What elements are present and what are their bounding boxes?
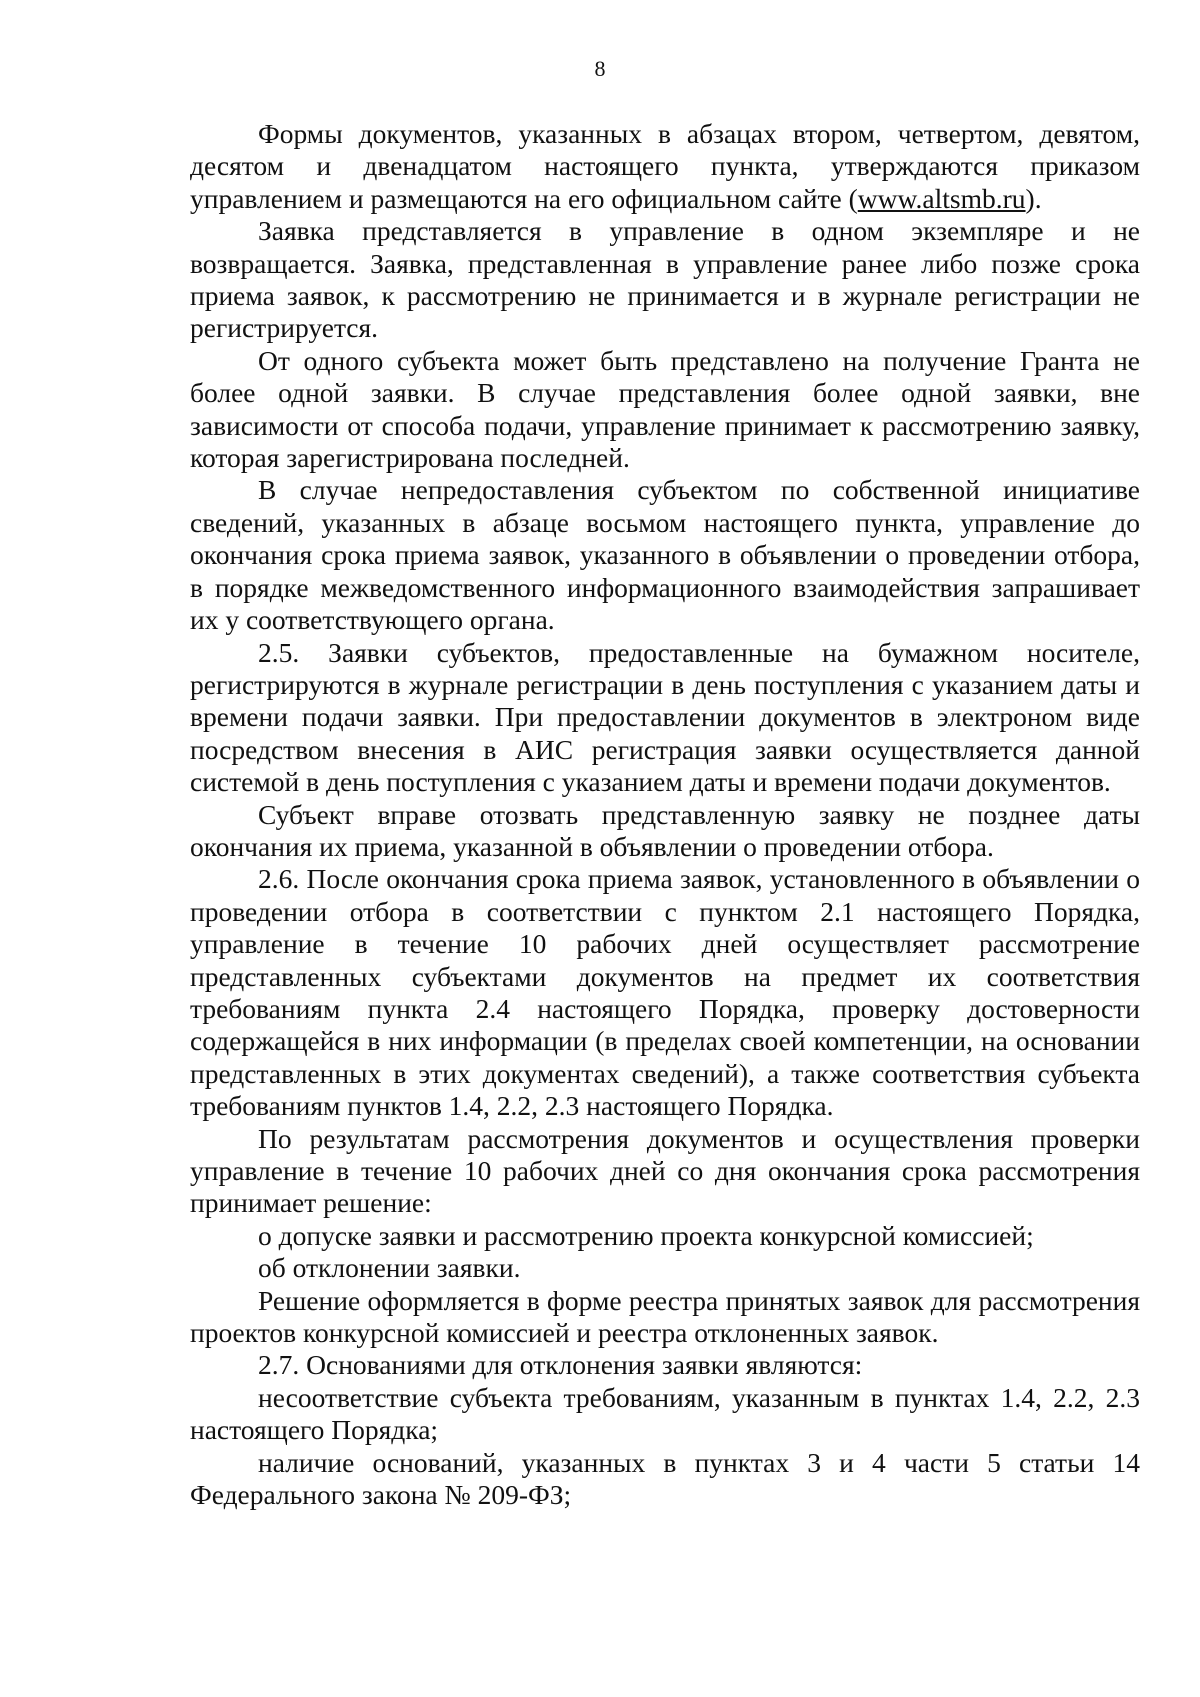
paragraph: По результатам рассмотрения документов и осуществления проверки управление в течение 10 рабочих дней со дня окончания срока рассмотрения принимает решение: <box>190 1122 1140 1219</box>
document-body <box>190 118 1140 1511</box>
paragraph-text: ). <box>1025 182 1042 214</box>
list-item: наличие оснований, указанных в пунктах 3 и 4 части 5 статьи 14 Федерального закона № 209-ФЗ; <box>190 1446 1140 1511</box>
list-item: несоответствие субъекта требованиям, указанным в пунктах 1.4, 2.2, 2.3 настоящего Порядка; <box>190 1381 1140 1446</box>
paragraph: От одного субъекта может быть представлено на получение Гранта не более одной заявки. В случае представления более одной заявки, вне зависимости от способа подачи, управление принимает к рассмотрению заявку, которая зарегистрирована последней. <box>190 344 1140 474</box>
paragraph: Решение оформляется в форме реестра принятых заявок для рассмотрения проектов конкурсной комиссией и реестра отклоненных заявок. <box>190 1284 1140 1349</box>
paragraph-2-7: 2.7. Основаниями для отклонения заявки являются: <box>258 1349 863 1381</box>
website-link[interactable]: www.altsmb.ru <box>857 182 1026 214</box>
paragraph-2-6: 2.6. После окончания срока приема заявок, установленного в объявлении о проведении отбора в соответствии с пунктом 2.1 настоящего Порядка, управление в течение 10 рабочих дней осуществляет рассмотрение представленных субъектами документов на предмет их соответствия требованиям пункта 2.4 настоящего Порядка, проверку достоверности содержащейся в них информации (в пределах своей компетенции, на основании представленных в этих документах сведений), а также соответствия субъекта требованиям пунктов 1.4, 2.2, 2.3 настоящего Порядка. <box>190 863 1140 1122</box>
paragraph-text: Формы документов, указанных в абзацах втором, четвертом, девятом, десятом и двенадцатом настоящего пункта, утверждаются приказом управлением и размещаются на его официальном сайте ( <box>190 118 1140 214</box>
paragraph: В случае непредоставления субъектом по собственной инициативе сведений, указанных в абзаце восьмом настоящего пункта, управление до окончания срока приема заявок, указанного в объявлении о проведении отбора, в порядке межведомственного информационного взаимодействия запрашивает их у соответствующего органа. <box>190 474 1140 636</box>
paragraph: Заявка представляется в управление в одном экземпляре и не возвращается. Заявка, представленная в управление ранее либо позже срока приема заявок, к рассмотрению не принимается и в журнале регистрации не регистрируется. <box>190 215 1140 344</box>
list-item: о допуске заявки и рассмотрению проекта конкурсной комиссией; <box>258 1219 1034 1251</box>
page-number: 8 <box>594 56 606 81</box>
paragraph-forms <box>190 118 1140 215</box>
list-item: об отклонении заявки. <box>258 1252 521 1284</box>
paragraph: Субъект вправе отозвать представленную заявку не позднее даты окончания их приема, указанной в объявлении о проведении отбора. <box>190 798 1140 862</box>
paragraph-2-5: 2.5. Заявки субъектов, предоставленные на бумажном носителе, регистрируются в журнале регистрации в день поступления с указанием даты и времени подачи заявки. При предоставлении документов в электроном виде посредством внесения в АИС регистрация заявки осуществляется данной системой в день поступления с указанием даты и времени подачи документов. <box>190 636 1140 798</box>
